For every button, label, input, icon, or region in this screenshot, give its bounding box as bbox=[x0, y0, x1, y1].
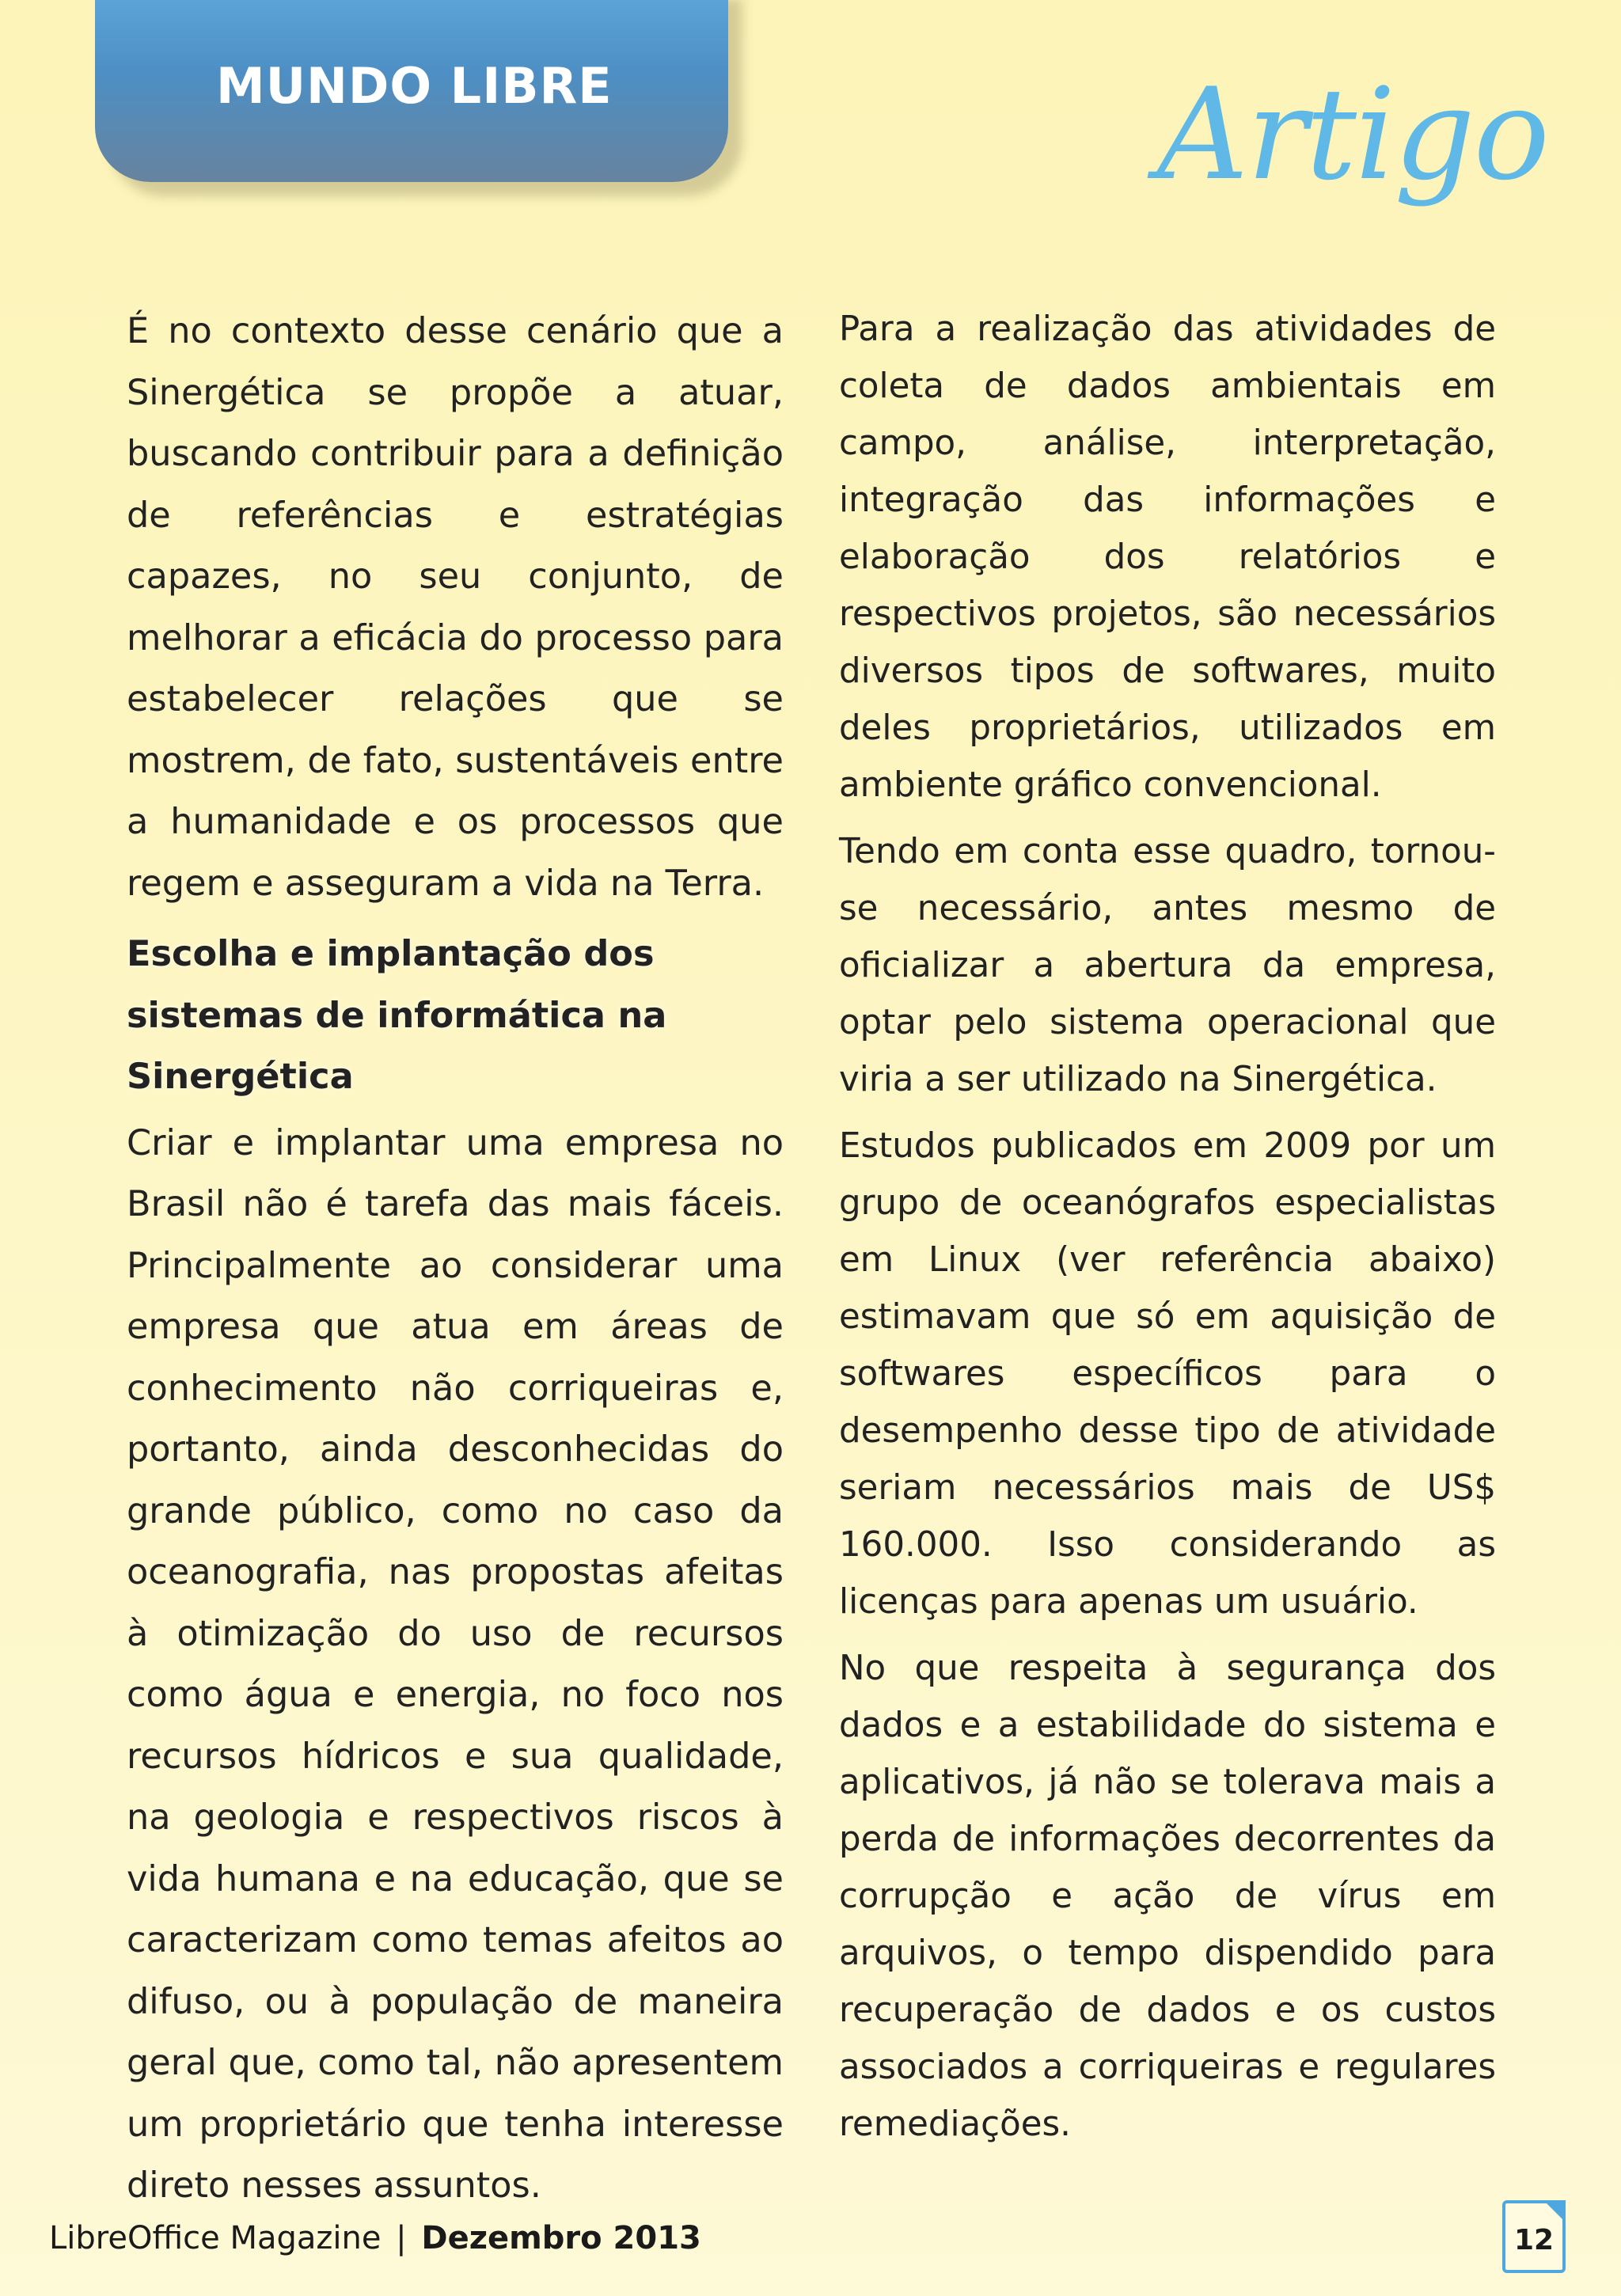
right-column bbox=[839, 301, 1496, 2162]
paragraph: No que respeita à segurança dos dados e a estabilidade do sistema e aplicativos, já não se tolerava mais a perda de informações decorrentes da corrupção e ação de vírus em arquivos, o tempo dispendido para recuperação de dados e os custos associados a corriqueiras e regulares remediações. bbox=[839, 1649, 1496, 2144]
section-title: MUNDO LIBRE bbox=[216, 57, 613, 115]
left-column bbox=[127, 301, 784, 2226]
page-number: 12 bbox=[1513, 2224, 1555, 2256]
magazine-name: LibreOffice Magazine bbox=[49, 2220, 382, 2256]
page-fold-icon bbox=[1543, 2200, 1566, 2222]
paragraph: Para a realização das atividades de coleta de dados ambientais em campo, análise, interpretação, integração das informações e elaboração dos relatórios e respectivos projetos, são necessários diversos tipos de softwares, muito deles proprietários, utilizados em ambiente gráfico convencional. bbox=[839, 309, 1496, 805]
paragraph: Criar e implantar uma empresa no Brasil não é tarefa das mais fáceis. Principalmente ao considerar uma empresa que atua em áreas de conhecimento não corriqueiras e, portanto, ainda desconhecidas do grande público, como no caso da oceanografia, nas propostas afeitas à otimização do uso de recursos como água e energia, no foco nos recursos hídricos e sua qualidade, na geologia e respectivos riscos à vida humana e na educação, que se caracterizam como temas afeitos ao difuso, ou à população de maneira geral que, como tal, não apresentem um proprietário que tenha interesse direto nesses assuntos. bbox=[127, 1121, 784, 2206]
issue-date: Dezembro 2013 bbox=[421, 2220, 701, 2256]
paragraph: Tendo em conta esse quadro, tornou-se necessário, antes mesmo de oficializar a abertura da empresa, optar pelo sistema operacional que viria a ser utilizado na Sinergética. bbox=[839, 832, 1496, 1099]
category-label: Artigo bbox=[1156, 60, 1548, 208]
footer bbox=[49, 2220, 701, 2256]
section-tab bbox=[95, 0, 728, 182]
paragraph: Estudos publicados em 2009 por um grupo de oceanógrafos especialistas em Linux (ver referência abaixo) estimavam que só em aquisição de softwares específicos para o desempenho desse tipo de atividade seriam necessários mais de US$ 160.000. Isso considerando as licenças para apenas um usuário. bbox=[839, 1126, 1496, 1622]
paragraph: É no contexto desse cenário que a Sinergética se propõe a atuar, buscando contribuir para a definição de referências e estratégias capazes, no seu conjunto, de melhorar a eficácia do processo para estabelecer relações que se mostrem, de fato, sustentáveis entre a humanidade e os processos que regem e asseguram a vida na Terra. bbox=[127, 310, 784, 904]
page-number-badge bbox=[1502, 2200, 1566, 2273]
footer-separator: | bbox=[396, 2220, 407, 2256]
section-heading: Escolha e implantação dos sistemas de informática na Sinergética bbox=[127, 933, 667, 1097]
